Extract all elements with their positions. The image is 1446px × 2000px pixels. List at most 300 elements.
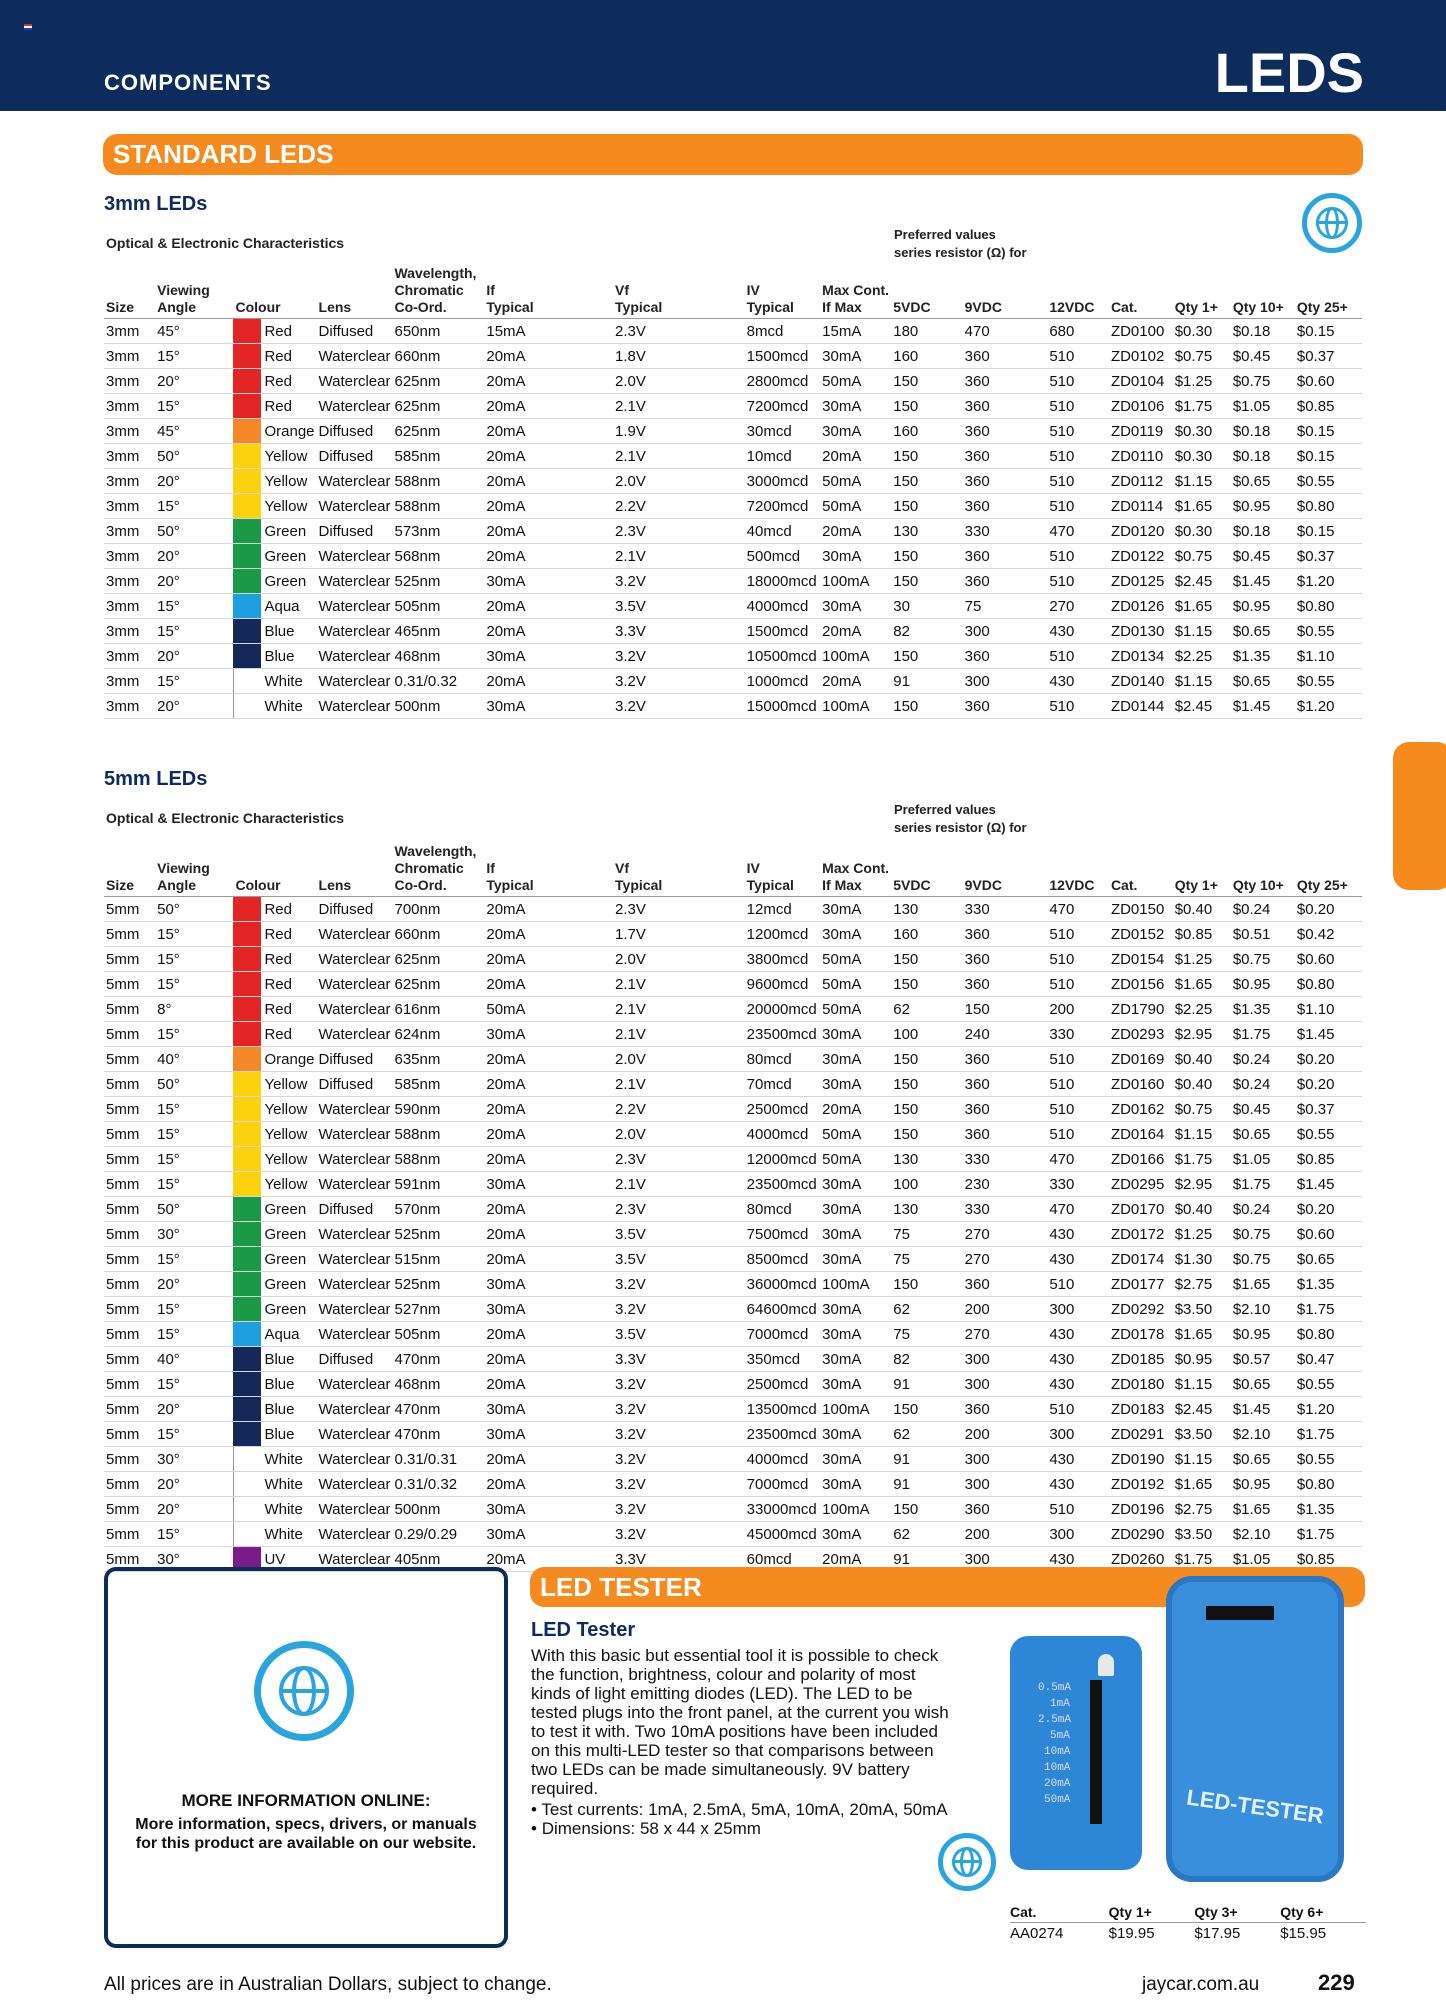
table-cell: 3mm (104, 469, 155, 494)
table-cell: ZD1790 (1109, 997, 1173, 1022)
table-cell: $0.15 (1295, 519, 1362, 544)
table-cell: 200 (963, 1422, 1048, 1447)
table-cell: 91 (891, 1447, 962, 1472)
tester-description: With this basic but essential tool it is possible to check the function, brightness, colour and polarity of most kinds of light emitting diodes (LED). The LED to be tested plugs into the front panel, at the current you wish to test it with. Two 10mA positions have been included on this multi-LED tester so that comparisons between two LEDs can be made simultaneously. 9V battery required. (531, 1646, 949, 1798)
table-cell: Waterclear (317, 1372, 393, 1397)
table-cell: Waterclear (317, 1147, 393, 1172)
table-cell: 660nm (392, 344, 484, 369)
table-cell: $1.05 (1231, 1147, 1295, 1172)
table-cell: 3.2V (613, 1422, 745, 1447)
column-header: IV Typical (745, 843, 820, 897)
table-cell: 30mA (820, 419, 891, 444)
flag-icon (24, 24, 32, 30)
table-cell: Waterclear (317, 1522, 393, 1547)
table-cell: 5mm (104, 1172, 155, 1197)
table-cell: 20° (155, 1397, 233, 1422)
table-row (104, 1047, 1362, 1072)
table-cell: 7000mcd (745, 1322, 820, 1347)
table-cell: 82 (891, 619, 962, 644)
table-cell: 20mA (484, 922, 613, 947)
table-cell: 510 (1047, 494, 1109, 519)
table-cell: Aqua (262, 1322, 316, 1347)
led-tester-device-front (1010, 1636, 1142, 1870)
table-cell: 2.1V (613, 1172, 745, 1197)
colour-swatch (233, 694, 262, 719)
table-cell: $1.15 (1173, 1122, 1231, 1147)
table-cell: 4000mcd (745, 594, 820, 619)
table-cell: $0.15 (1295, 319, 1362, 344)
table-cell: 200 (963, 1522, 1048, 1547)
colour-swatch (233, 419, 262, 444)
table-cell: 30mA (820, 922, 891, 947)
table-cell: $0.80 (1295, 1322, 1362, 1347)
table-cell: 625nm (392, 394, 484, 419)
table-cell: 360 (963, 947, 1048, 972)
table-cell: 20mA (484, 1547, 613, 1572)
table-cell: ZD0110 (1109, 444, 1173, 469)
table-cell: 4000mcd (745, 1122, 820, 1147)
table-cell: 20° (155, 369, 233, 394)
table-cell: 91 (891, 1472, 962, 1497)
table-cell: $0.47 (1295, 1347, 1362, 1372)
table-cell: $0.57 (1231, 1347, 1295, 1372)
table-cell: 568nm (392, 544, 484, 569)
table-cell: 20mA (484, 1047, 613, 1072)
table-cell: 12000mcd (745, 1147, 820, 1172)
table-cell: 20° (155, 469, 233, 494)
table-cell: 525nm (392, 1272, 484, 1297)
table-cell: 510 (1047, 394, 1109, 419)
table-cell: $0.80 (1295, 494, 1362, 519)
table-cell: 3.2V (613, 1297, 745, 1322)
page-title: LEDS (1214, 41, 1364, 104)
colour-swatch (233, 1072, 262, 1097)
table-cell: 20mA (484, 947, 613, 972)
table-cell: 180 (891, 319, 962, 344)
table-row (104, 669, 1362, 694)
table-cell: Diffused (317, 897, 393, 922)
table-cell: $0.30 (1173, 519, 1231, 544)
table-cell: $1.65 (1173, 594, 1231, 619)
table-cell: 91 (891, 1372, 962, 1397)
table-cell: 30mA (820, 1347, 891, 1372)
table-cell: 470 (1047, 1197, 1109, 1222)
table-cell: 91 (891, 669, 962, 694)
table-row (104, 494, 1362, 519)
table-cell: 3.2V (613, 1472, 745, 1497)
table-cell: 360 (963, 344, 1048, 369)
table-cell: 5mm (104, 1397, 155, 1422)
table-cell: $0.75 (1173, 1097, 1231, 1122)
test-led (1098, 1654, 1114, 1676)
table-cell: 510 (1047, 344, 1109, 369)
table-cell: $0.75 (1173, 344, 1231, 369)
column-header: If Typical (484, 843, 613, 897)
table-cell: 510 (1047, 544, 1109, 569)
table-cell: 20mA (820, 519, 891, 544)
table-row (104, 594, 1362, 619)
table-cell: 30mA (484, 1522, 613, 1547)
table-cell: Waterclear (317, 922, 393, 947)
table-cell: 62 (891, 997, 962, 1022)
table-cell: 3.2V (613, 644, 745, 669)
table-cell: Blue (262, 1347, 316, 1372)
table-row (104, 1122, 1362, 1147)
price-cell: $17.95 (1194, 1925, 1241, 1942)
table-cell: 510 (1047, 1072, 1109, 1097)
globe-icon[interactable] (1302, 193, 1362, 253)
table-cell: ZD0134 (1109, 644, 1173, 669)
table-cell: 300 (1047, 1422, 1109, 1447)
table-cell: 100mA (820, 1272, 891, 1297)
table-cell: 1.8V (613, 344, 745, 369)
colour-swatch (233, 1022, 262, 1047)
column-header: Wavelength, Chromatic Co-Ord. (392, 265, 484, 319)
table-cell: 430 (1047, 1547, 1109, 1572)
column-header: Max Cont. If Max (820, 843, 891, 897)
table-cell: 150 (891, 1272, 962, 1297)
table-cell: ZD0106 (1109, 394, 1173, 419)
table-cell: 3mm (104, 319, 155, 344)
table-cell: ZD0292 (1109, 1297, 1173, 1322)
table-cell: 270 (1047, 594, 1109, 619)
led-tester-banner: LED TESTER (530, 1567, 1365, 1607)
table-cell: $1.35 (1231, 644, 1295, 669)
table-cell: $0.60 (1295, 947, 1362, 972)
table-cell: 30mA (484, 1022, 613, 1047)
table-cell: 100mA (820, 1397, 891, 1422)
table-cell: 588nm (392, 494, 484, 519)
table-row (104, 544, 1362, 569)
table-cell: 5mm (104, 972, 155, 997)
table-cell: 5mm (104, 1197, 155, 1222)
column-header: Qty 25+ (1295, 843, 1362, 897)
table-cell: 30mA (484, 569, 613, 594)
table-cell: 2.1V (613, 1022, 745, 1047)
table-cell: $2.10 (1231, 1422, 1295, 1447)
table-cell: $0.30 (1173, 444, 1231, 469)
table-cell: 20mA (820, 1097, 891, 1122)
table-cell: ZD0156 (1109, 972, 1173, 997)
colour-swatch (233, 1047, 262, 1072)
table-cell: 18000mcd (745, 569, 820, 594)
table-cell: 300 (1047, 1297, 1109, 1322)
table-cell: Diffused (317, 1197, 393, 1222)
table-cell: 20000mcd (745, 997, 820, 1022)
table-cell: $0.24 (1231, 1197, 1295, 1222)
table-cell: 588nm (392, 469, 484, 494)
table-cell: 15° (155, 494, 233, 519)
colour-swatch (233, 669, 262, 694)
table-cell: $0.18 (1231, 519, 1295, 544)
colour-swatch (233, 594, 262, 619)
table-header-row (104, 843, 1362, 897)
table-cell: 300 (963, 1372, 1048, 1397)
table-cell: 200 (1047, 997, 1109, 1022)
table-cell: 8500mcd (745, 1247, 820, 1272)
table-cell: 5mm (104, 1547, 155, 1572)
table-cell: 360 (963, 922, 1048, 947)
table-cell: 3mm (104, 569, 155, 594)
table-cell: ZD0169 (1109, 1047, 1173, 1072)
table-cell: 50mA (820, 997, 891, 1022)
table-cell: ZD0196 (1109, 1497, 1173, 1522)
table-cell: Waterclear (317, 1322, 393, 1347)
table-cell: $0.95 (1231, 494, 1295, 519)
table-cell: $0.80 (1295, 1472, 1362, 1497)
table-cell: Blue (262, 644, 316, 669)
table-cell: ZD0174 (1109, 1247, 1173, 1272)
table-cell: 330 (963, 1197, 1048, 1222)
table-cell: 510 (1047, 972, 1109, 997)
table-cell: 5mm (104, 997, 155, 1022)
colour-swatch (233, 897, 262, 922)
table-cell: 23500mcd (745, 1172, 820, 1197)
table-cell: 300 (963, 1447, 1048, 1472)
table-cell: 15° (155, 1322, 233, 1347)
table-cell: 50° (155, 1197, 233, 1222)
table-row (104, 469, 1362, 494)
table-cell: 70mcd (745, 1072, 820, 1097)
table-cell: $1.75 (1173, 1547, 1231, 1572)
column-header: Vf Typical (613, 265, 745, 319)
table-cell: 15° (155, 394, 233, 419)
colour-swatch (233, 1247, 262, 1272)
table-cell: Blue (262, 1397, 316, 1422)
table-cell: 45000mcd (745, 1522, 820, 1547)
table-cell: 150 (891, 569, 962, 594)
table-cell: 5mm (104, 1272, 155, 1297)
table-cell: 0.29/0.29 (392, 1522, 484, 1547)
table-cell: 270 (963, 1222, 1048, 1247)
table-cell: ZD0126 (1109, 594, 1173, 619)
table-cell: 360 (963, 1122, 1048, 1147)
table-cell: 3.2V (613, 1447, 745, 1472)
table-cell: 30° (155, 1222, 233, 1247)
table-cell: 15° (155, 1022, 233, 1047)
table-cell: ZD0120 (1109, 519, 1173, 544)
table-cell: $2.25 (1173, 997, 1231, 1022)
table-cell: 625nm (392, 369, 484, 394)
colour-swatch (233, 569, 262, 594)
table-cell: ZD0260 (1109, 1547, 1173, 1572)
table-cell: $0.15 (1295, 419, 1362, 444)
table-cell: 30 (891, 594, 962, 619)
footer-url[interactable]: jaycar.com.au (1142, 1974, 1260, 1995)
table-cell: 300 (963, 1347, 1048, 1372)
table-cell: 510 (1047, 922, 1109, 947)
globe-icon[interactable] (254, 1641, 354, 1741)
table-cell: 15° (155, 1247, 233, 1272)
table-cell: 510 (1047, 1397, 1109, 1422)
table-cell: $0.24 (1231, 1047, 1295, 1072)
table-cell: ZD0185 (1109, 1347, 1173, 1372)
table-cell: 15° (155, 922, 233, 947)
table-cell: $1.45 (1295, 1022, 1362, 1047)
table-cell: $0.55 (1295, 669, 1362, 694)
table-cell: 470nm (392, 1397, 484, 1422)
table-cell: 5mm (104, 1072, 155, 1097)
table-cell: 130 (891, 1147, 962, 1172)
table-cell: $0.37 (1295, 544, 1362, 569)
table-row (104, 1072, 1362, 1097)
table-cell: 7200mcd (745, 394, 820, 419)
table-cell: 60mcd (745, 1547, 820, 1572)
table-cell: 20mA (484, 1197, 613, 1222)
table-row (104, 1347, 1362, 1372)
table-cell: 150 (891, 369, 962, 394)
table-cell: 150 (891, 1072, 962, 1097)
table-cell: White (262, 694, 316, 719)
table-cell: $0.65 (1231, 1372, 1295, 1397)
table-cell: $0.65 (1231, 1447, 1295, 1472)
table-cell: 350mcd (745, 1347, 820, 1372)
table-cell: 130 (891, 1197, 962, 1222)
table-cell: Waterclear (317, 1497, 393, 1522)
table-cell: 7500mcd (745, 1222, 820, 1247)
table-row (104, 444, 1362, 469)
table-cell: 30mA (484, 1397, 613, 1422)
current-label: 10mA (1044, 1762, 1071, 1774)
table-cell: Blue (262, 619, 316, 644)
table-cell: 80mcd (745, 1047, 820, 1072)
table-cell: $0.65 (1231, 619, 1295, 644)
table-cell: 1200mcd (745, 922, 820, 947)
table-cell: 20mA (484, 972, 613, 997)
colour-swatch (233, 1472, 262, 1497)
table-cell: ZD0164 (1109, 1122, 1173, 1147)
table-cell: 2.1V (613, 997, 745, 1022)
table-cell: $3.50 (1173, 1297, 1231, 1322)
table-cell: 2.3V (613, 319, 745, 344)
table-cell: 150 (891, 1497, 962, 1522)
table-row (104, 972, 1362, 997)
table-cell: 2.0V (613, 369, 745, 394)
table-cell: $2.75 (1173, 1272, 1231, 1297)
table-cell: 624nm (392, 1022, 484, 1047)
table-cell: 10mcd (745, 444, 820, 469)
table-cell: 2.1V (613, 972, 745, 997)
table-cell: 15° (155, 1372, 233, 1397)
colour-swatch (233, 922, 262, 947)
table-cell: 0.31/0.32 (392, 1472, 484, 1497)
table-cell: 3.5V (613, 1247, 745, 1272)
table-cell: 30mcd (745, 419, 820, 444)
current-label: 2.5mA (1038, 1714, 1072, 1726)
table-cell: $0.95 (1173, 1347, 1231, 1372)
table-cell: Waterclear (317, 369, 393, 394)
table-cell: 30mA (820, 1297, 891, 1322)
table-row (104, 1147, 1362, 1172)
column-header: Colour (233, 265, 316, 319)
table-cell: $0.95 (1231, 972, 1295, 997)
colour-swatch (233, 544, 262, 569)
table-cell: 30mA (820, 1472, 891, 1497)
table-cell: 510 (1047, 1097, 1109, 1122)
table-cell: $1.75 (1231, 1172, 1295, 1197)
table-cell: 15° (155, 1172, 233, 1197)
colour-swatch (233, 1322, 262, 1347)
table-cell: Waterclear (317, 1422, 393, 1447)
table-cell: $0.95 (1231, 594, 1295, 619)
table-cell: 15° (155, 1147, 233, 1172)
bullet-dimensions: • Dimensions: 58 x 44 x 25mm (531, 1819, 951, 1838)
table-cell: 62 (891, 1522, 962, 1547)
table-cell: 3mm (104, 694, 155, 719)
table-cell: Diffused (317, 419, 393, 444)
table-cell: 500mcd (745, 544, 820, 569)
table-cell: 15° (155, 947, 233, 972)
table-cell: 650nm (392, 319, 484, 344)
table-row (104, 1447, 1362, 1472)
table-row (104, 1472, 1362, 1497)
table-cell: $0.75 (1231, 1222, 1295, 1247)
table-cell: ZD0130 (1109, 619, 1173, 644)
table-cell: $0.60 (1295, 1222, 1362, 1247)
table-cell: 30mA (820, 1172, 891, 1197)
table-cell: Waterclear (317, 1222, 393, 1247)
table-row (104, 1297, 1362, 1322)
table-cell: $0.75 (1231, 1247, 1295, 1272)
table-cell: 20mA (484, 594, 613, 619)
current-label: 20mA (1044, 1778, 1071, 1790)
globe-icon[interactable] (938, 1833, 996, 1891)
table-cell: $0.51 (1231, 922, 1295, 947)
table-row (104, 1497, 1362, 1522)
table-cell: Waterclear (317, 972, 393, 997)
table-cell: $2.45 (1173, 694, 1231, 719)
table-cell: $1.15 (1173, 669, 1231, 694)
table-cell: 588nm (392, 1147, 484, 1172)
table-row (104, 997, 1362, 1022)
price-header: Qty 3+ (1194, 1904, 1280, 1923)
table-cell: 30mA (820, 1372, 891, 1397)
table-cell: $0.85 (1295, 1547, 1362, 1572)
table-cell: $0.24 (1231, 1072, 1295, 1097)
table-cell: 20mA (484, 494, 613, 519)
colour-swatch (233, 444, 262, 469)
table-cell: 100mA (820, 644, 891, 669)
table-cell: 20mA (484, 1347, 613, 1372)
table-cell: Waterclear (317, 1447, 393, 1472)
table-cell: Orange (262, 1047, 316, 1072)
table-cell: 150 (891, 494, 962, 519)
table-cell: 7200mcd (745, 494, 820, 519)
table-cell: 4000mcd (745, 1447, 820, 1472)
column-header: Colour (233, 843, 316, 897)
colour-swatch (233, 972, 262, 997)
colour-swatch (233, 1097, 262, 1122)
colour-swatch (233, 1272, 262, 1297)
table-cell: 330 (963, 1147, 1048, 1172)
table-cell: 20mA (484, 1072, 613, 1097)
table-cell: 360 (963, 1072, 1048, 1097)
table-cell: 75 (891, 1222, 962, 1247)
table-cell: 50mA (820, 1147, 891, 1172)
table-cell: 20mA (484, 1122, 613, 1147)
table-cell: 150 (891, 1097, 962, 1122)
table-cell: Green (262, 1222, 316, 1247)
table-cell: 64600mcd (745, 1297, 820, 1322)
table-cell: 20° (155, 569, 233, 594)
table-cell: $1.65 (1173, 494, 1231, 519)
table-row (104, 1272, 1362, 1297)
table-cell: $0.40 (1173, 1197, 1231, 1222)
table-cell: $0.60 (1295, 369, 1362, 394)
side-tab[interactable] (1393, 742, 1446, 890)
table-cell: Red (262, 394, 316, 419)
table-cell: 1.7V (613, 922, 745, 947)
